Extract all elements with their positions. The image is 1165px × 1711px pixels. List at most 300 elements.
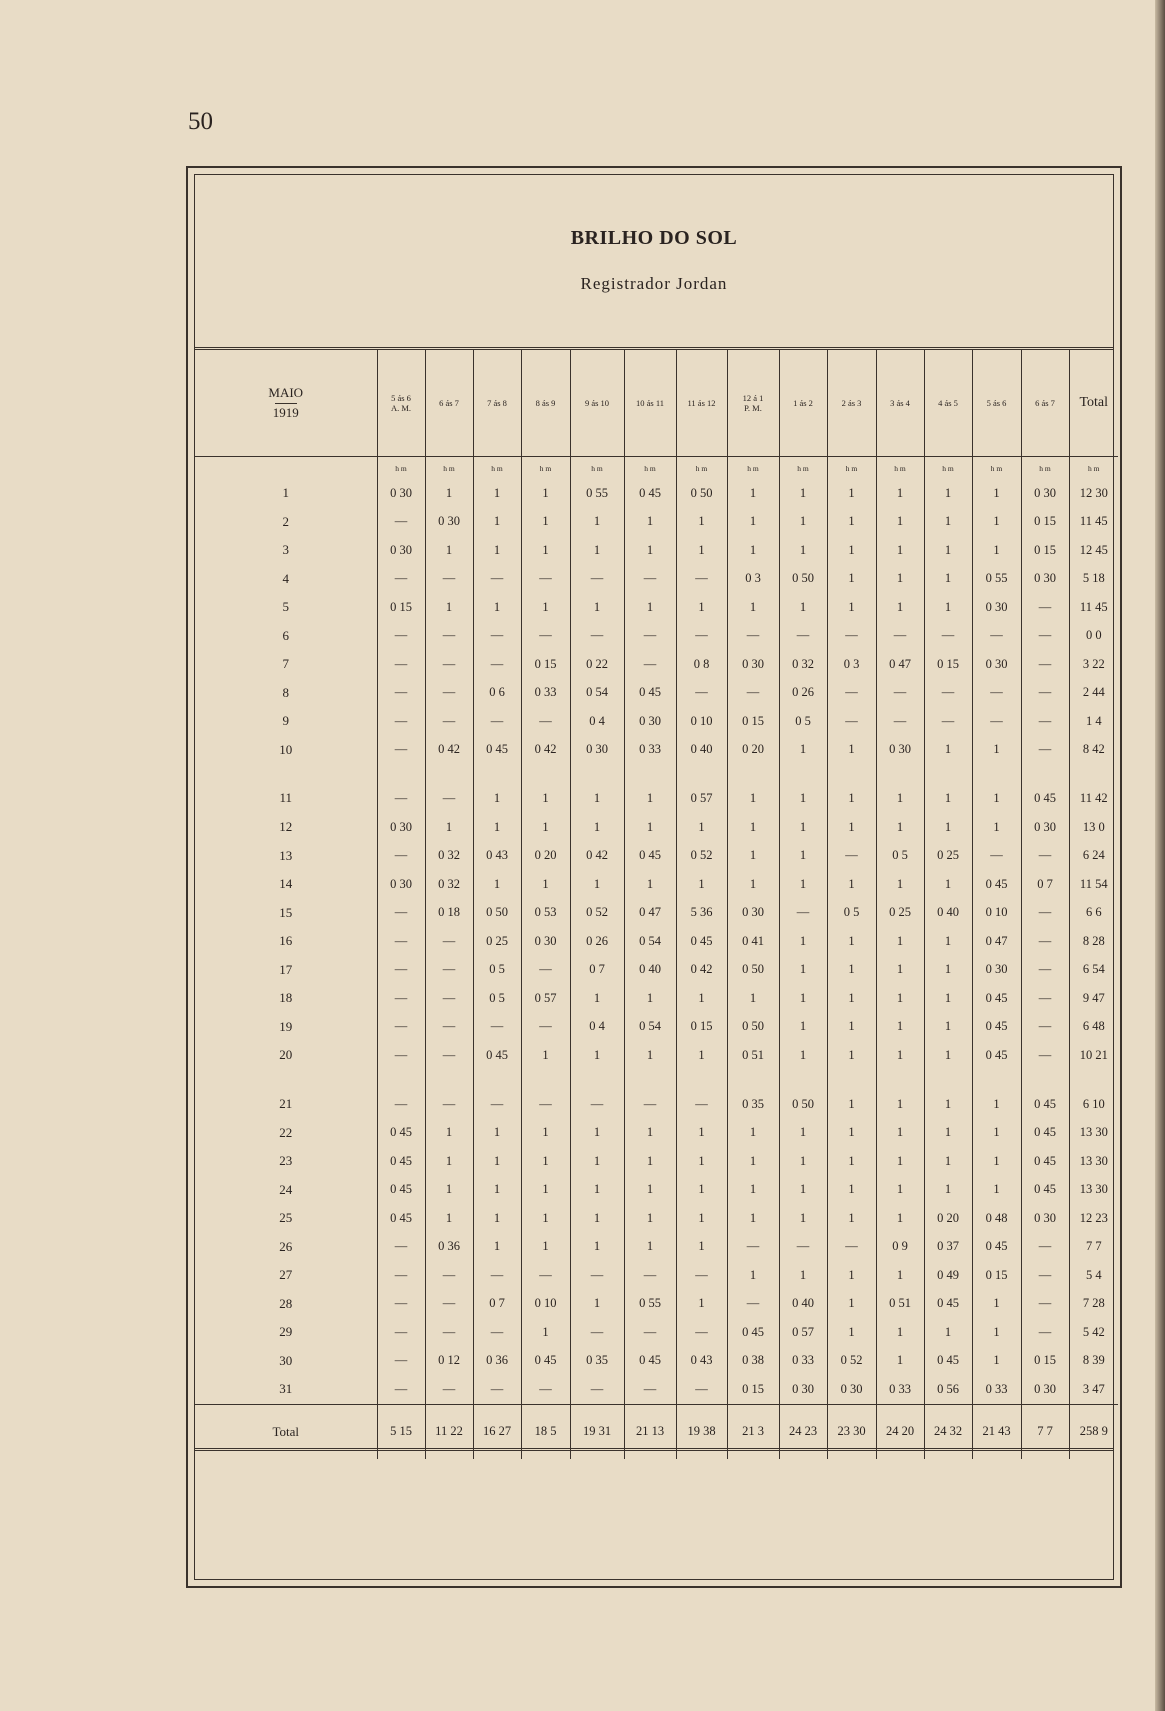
value-cell: 1 [876,1204,924,1233]
value-cell: 1 [876,479,924,508]
value-cell: 1 [924,927,972,956]
column-header-3 [521,350,570,457]
value-cell: — [425,1375,473,1404]
value-cell: 1 4 [1069,707,1118,736]
table-row [195,536,1118,565]
value-cell: — [1021,622,1069,651]
value-cell: — [1021,593,1069,622]
value-cell: 1 [827,565,876,594]
value-cell: 1 [779,764,827,813]
table-row [195,565,1118,594]
value-cell: 0 37 [924,1233,972,1262]
value-cell: 1 [473,764,521,813]
value-cell: — [676,565,727,594]
value-cell: 1 [924,593,972,622]
value-cell: — [377,764,425,813]
value-cell: — [473,1261,521,1290]
value-cell: 1 [676,536,727,565]
value-cell: 0 52 [827,1347,876,1376]
value-cell: 0 18 [425,899,473,928]
column-header-12 [972,350,1021,457]
value-cell: 0 45 [377,1119,425,1148]
column-header-0 [377,350,425,457]
value-cell: 1 [570,764,624,813]
value-cell: 0 47 [876,650,924,679]
value-cell: 1 [676,1041,727,1070]
value-cell: 0 30 [570,736,624,765]
value-cell: 0 55 [570,479,624,508]
value-cell: 1 [779,1041,827,1070]
value-cell: 1 [924,813,972,842]
value-cell: 1 [924,565,972,594]
table-row [195,1290,1118,1319]
value-cell: — [676,1318,727,1347]
value-cell: 0 45 [473,1041,521,1070]
value-cell: 0 30 [1021,1204,1069,1233]
table-row [195,1261,1118,1290]
table-row [195,813,1118,842]
value-cell: 0 45 [676,927,727,956]
value-cell: 1 [727,1261,779,1290]
value-cell: 1 [827,736,876,765]
value-cell: — [377,899,425,928]
value-cell: 1 [972,764,1021,813]
value-cell: — [570,1261,624,1290]
value-cell: 1 [521,1318,570,1347]
value-cell: 0 42 [425,736,473,765]
value-cell: 1 [624,1176,676,1205]
value-cell: 1 [473,479,521,508]
value-cell: 1 [876,984,924,1013]
value-cell: 1 [473,1176,521,1205]
value-cell: 0 33 [624,736,676,765]
value-cell: 0 36 [425,1233,473,1262]
value-cell: 1 [570,1119,624,1148]
table-row [195,956,1118,985]
value-cell: 1 [876,870,924,899]
value-cell: 1 [624,984,676,1013]
value-cell: 1 [624,593,676,622]
value-cell: 1 [972,1318,1021,1347]
day-cell: 15 [279,904,293,920]
value-cell: — [521,1013,570,1042]
value-cell: 0 36 [473,1347,521,1376]
day-cell: 16 [279,933,293,949]
unit-label: h m [676,457,727,480]
unit-label: h m [924,457,972,480]
value-cell: 0 42 [570,842,624,871]
month-label: MAIO [268,384,304,400]
value-cell: 0 8 [676,650,727,679]
value-cell: 0 45 [377,1204,425,1233]
value-cell: 13 30 [1069,1147,1118,1176]
value-cell: 0 5 [827,899,876,928]
page-edge-shadow [1155,0,1165,1711]
day-cell: 7 [282,656,289,672]
table-row [195,1204,1118,1233]
value-cell: 1 [570,1147,624,1176]
value-cell: 1 [473,813,521,842]
value-cell: 0 54 [624,1013,676,1042]
value-cell: 0 33 [972,1375,1021,1404]
value-cell: — [1021,956,1069,985]
value-cell: 1 [827,508,876,537]
unit-label: h m [779,457,827,480]
column-label: 4 ás 5 [938,398,958,408]
value-cell: 1 [876,1013,924,1042]
value-cell: — [473,1013,521,1042]
value-cell: 1 [827,536,876,565]
column-label: 6 ás 7 [439,398,459,408]
value-cell: 0 10 [972,899,1021,928]
value-cell: 1 [425,1147,473,1176]
value-cell: 0 5 [876,842,924,871]
day-cell: 3 [282,542,289,558]
value-cell: — [972,622,1021,651]
value-cell: 0 35 [570,1347,624,1376]
value-cell: — [924,679,972,708]
value-cell: 0 33 [521,679,570,708]
value-cell: 1 [924,1318,972,1347]
day-cell: 24 [279,1181,293,1197]
value-cell: 1 [827,984,876,1013]
value-cell: 12 30 [1069,479,1118,508]
month-header [195,350,377,457]
value-cell: 1 [779,813,827,842]
value-cell: 0 32 [425,870,473,899]
value-cell: 0 50 [676,479,727,508]
value-cell: — [377,1013,425,1042]
day-cell: 1 [282,485,289,501]
value-cell: — [624,1261,676,1290]
value-cell: 0 45 [972,870,1021,899]
table-row [195,1233,1118,1262]
value-cell: 1 [676,1204,727,1233]
value-cell: 0 6 [473,679,521,708]
total-cell: 19 31 [570,1404,624,1459]
value-cell: — [827,707,876,736]
value-cell: 1 [876,508,924,537]
value-cell: — [473,1318,521,1347]
value-cell: 0 5 [473,984,521,1013]
value-cell: 1 [624,813,676,842]
value-cell: 1 [827,479,876,508]
value-cell: 1 [972,1147,1021,1176]
value-cell: — [1021,1041,1069,1070]
table-row [195,1318,1118,1347]
unit-label: h m [1021,457,1069,480]
table-row [195,1041,1118,1070]
day-cell: 5 [282,599,289,615]
value-cell: 1 [779,956,827,985]
value-cell: 1 [521,1233,570,1262]
value-cell: — [377,927,425,956]
column-header-11 [924,350,972,457]
value-cell: 0 0 [1069,622,1118,651]
value-cell: 1 [727,593,779,622]
total-cell: 5 15 [377,1404,425,1459]
value-cell: — [570,1318,624,1347]
value-cell: 0 40 [779,1290,827,1319]
value-cell: 1 [521,813,570,842]
value-cell: 9 47 [1069,984,1118,1013]
day-cell: 29 [279,1324,293,1340]
value-cell: 1 [676,1290,727,1319]
day-cell: 18 [279,990,293,1006]
value-cell: 1 [924,1070,972,1119]
value-cell: 0 57 [521,984,570,1013]
value-cell: — [377,1347,425,1376]
day-cell: 23 [279,1153,293,1169]
value-cell: 6 48 [1069,1013,1118,1042]
table-subtitle: Registrador Jordan [580,274,728,293]
value-cell: — [377,508,425,537]
value-cell: — [570,1375,624,1404]
value-cell: 0 40 [676,736,727,765]
value-cell: 1 [827,813,876,842]
column-label: 3 ás 4 [890,398,910,408]
day-cell: 26 [279,1238,293,1254]
value-cell: 0 45 [1021,1147,1069,1176]
total-cell: 16 27 [473,1404,521,1459]
value-cell: 0 45 [972,1233,1021,1262]
value-cell: 0 45 [1021,1176,1069,1205]
unit-label: h m [876,457,924,480]
value-cell: 1 [827,1176,876,1205]
value-cell: 0 25 [924,842,972,871]
value-cell: 1 [827,956,876,985]
value-cell: 1 [473,593,521,622]
column-sublabel: P. M. [744,403,762,413]
value-cell: 0 43 [676,1347,727,1376]
value-cell: — [624,1070,676,1119]
value-cell: 1 [779,984,827,1013]
value-cell: 0 45 [624,842,676,871]
value-cell: 0 47 [624,899,676,928]
total-cell: 21 3 [727,1404,779,1459]
value-cell: 12 23 [1069,1204,1118,1233]
total-cell: 21 43 [972,1404,1021,1459]
value-cell: 1 [570,593,624,622]
value-cell: 1 [570,870,624,899]
value-cell: 6 54 [1069,956,1118,985]
value-cell: — [1021,707,1069,736]
value-cell: — [676,1261,727,1290]
value-cell: 8 28 [1069,927,1118,956]
value-cell: 1 [924,956,972,985]
value-cell: 0 15 [1021,508,1069,537]
value-cell: — [676,1375,727,1404]
value-cell: — [727,1290,779,1319]
value-cell: — [377,984,425,1013]
value-cell: 1 [972,508,1021,537]
value-cell: 1 [779,1261,827,1290]
column-header-6 [676,350,727,457]
value-cell: 1 [570,508,624,537]
value-cell: 0 7 [570,956,624,985]
value-cell: 1 [624,1204,676,1233]
table-row [195,1119,1118,1148]
value-cell: 0 45 [1021,1119,1069,1148]
value-cell: 1 [779,1204,827,1233]
value-cell: 0 22 [570,650,624,679]
value-cell: 0 57 [779,1318,827,1347]
value-cell: — [425,1041,473,1070]
column-header-1 [425,350,473,457]
total-cell: 21 13 [624,1404,676,1459]
value-cell: 1 [473,1147,521,1176]
day-cell: 20 [279,1047,293,1063]
value-cell: — [473,707,521,736]
value-cell: 5 36 [676,899,727,928]
value-cell: — [827,622,876,651]
value-cell: 1 [473,1233,521,1262]
day-cell: 21 [279,1095,293,1111]
value-cell: 0 55 [972,565,1021,594]
value-cell: 7 7 [1069,1233,1118,1262]
unit-label: h m [1069,457,1118,480]
value-cell: 0 45 [1021,764,1069,813]
day-cell: 13 [279,847,293,863]
value-cell: 1 [727,870,779,899]
table-row [195,593,1118,622]
value-cell: 10 21 [1069,1041,1118,1070]
value-cell: 0 51 [727,1041,779,1070]
value-cell: 0 20 [727,736,779,765]
value-cell: — [425,707,473,736]
column-label: 7 ás 8 [487,398,507,408]
value-cell: 0 38 [727,1347,779,1376]
value-cell: 1 [779,1147,827,1176]
value-cell: 1 [473,870,521,899]
value-cell: 1 [972,1070,1021,1119]
table-title: BRILHO DO SOL [570,227,738,249]
value-cell: — [727,679,779,708]
value-cell: — [876,622,924,651]
value-cell: 0 25 [876,899,924,928]
value-cell: — [377,622,425,651]
column-header-8 [779,350,827,457]
value-cell: 0 45 [521,1347,570,1376]
value-cell: 1 [876,927,924,956]
value-cell: 0 57 [676,764,727,813]
value-cell: 1 [521,593,570,622]
value-cell: 1 [924,984,972,1013]
value-cell: 1 [624,1233,676,1262]
column-header-13 [1021,350,1069,457]
value-cell: — [570,1070,624,1119]
value-cell: 0 33 [876,1375,924,1404]
value-cell: — [676,679,727,708]
column-label: 8 ás 9 [535,398,556,408]
value-cell: — [676,622,727,651]
value-cell: 1 [876,536,924,565]
value-cell: 1 [972,1176,1021,1205]
unit-label: h m [827,457,876,480]
value-cell: — [972,842,1021,871]
value-cell: 0 30 [377,536,425,565]
value-cell: 1 [876,764,924,813]
table-row [195,870,1118,899]
value-cell: 0 54 [570,679,624,708]
value-cell: — [779,1233,827,1262]
value-cell: 0 20 [924,1204,972,1233]
value-cell: 1 [727,1176,779,1205]
sunshine-table [195,350,1118,1459]
value-cell: 1 [624,1147,676,1176]
value-cell: — [924,622,972,651]
value-cell: 1 [924,536,972,565]
day-cell: 6 [282,627,289,643]
day-cell: 12 [279,819,293,835]
unit-label: h m [377,457,425,480]
value-cell: 0 30 [1021,479,1069,508]
value-cell: 1 [876,1147,924,1176]
value-cell: — [425,927,473,956]
value-cell: 0 35 [727,1070,779,1119]
table-row [195,650,1118,679]
value-cell: 0 41 [727,927,779,956]
unit-label: h m [624,457,676,480]
value-cell: 6 6 [1069,899,1118,928]
value-cell: 0 45 [972,984,1021,1013]
value-cell: 0 20 [521,842,570,871]
value-cell: 0 50 [779,565,827,594]
value-cell: 0 30 [1021,813,1069,842]
value-cell: 0 26 [570,927,624,956]
value-cell: — [377,650,425,679]
value-cell: 1 [876,1261,924,1290]
value-cell: 0 30 [779,1375,827,1404]
day-cell: 2 [282,513,289,529]
value-cell: 1 [727,764,779,813]
day-cell: 17 [279,961,293,977]
value-cell: 1 [972,813,1021,842]
table-row [195,479,1118,508]
value-cell: — [521,1375,570,1404]
value-cell: 1 [521,1147,570,1176]
value-cell: — [521,622,570,651]
value-cell: 0 15 [1021,536,1069,565]
column-label: 9 ás 10 [584,398,610,408]
value-cell: — [1021,899,1069,928]
value-cell: 1 [676,508,727,537]
value-cell: 1 [624,764,676,813]
value-cell: — [425,1290,473,1319]
value-cell: 1 [827,1290,876,1319]
value-cell: 3 22 [1069,650,1118,679]
value-cell: 0 30 [972,956,1021,985]
column-label: 2 ás 3 [841,398,862,408]
value-cell: — [473,565,521,594]
value-cell: 1 [727,536,779,565]
value-cell: 1 [827,1041,876,1070]
value-cell: — [876,679,924,708]
value-cell: — [473,1375,521,1404]
table-frame-inner [194,174,1114,1580]
day-cell: 28 [279,1295,293,1311]
value-cell: — [570,622,624,651]
value-cell: 1 [727,984,779,1013]
value-cell: 1 [779,593,827,622]
value-cell: 1 [827,593,876,622]
value-cell: 0 30 [727,650,779,679]
value-cell: 0 43 [473,842,521,871]
value-cell: 1 [521,1119,570,1148]
value-cell: 1 [876,1176,924,1205]
value-cell: 0 30 [377,870,425,899]
units-row [195,457,1118,480]
